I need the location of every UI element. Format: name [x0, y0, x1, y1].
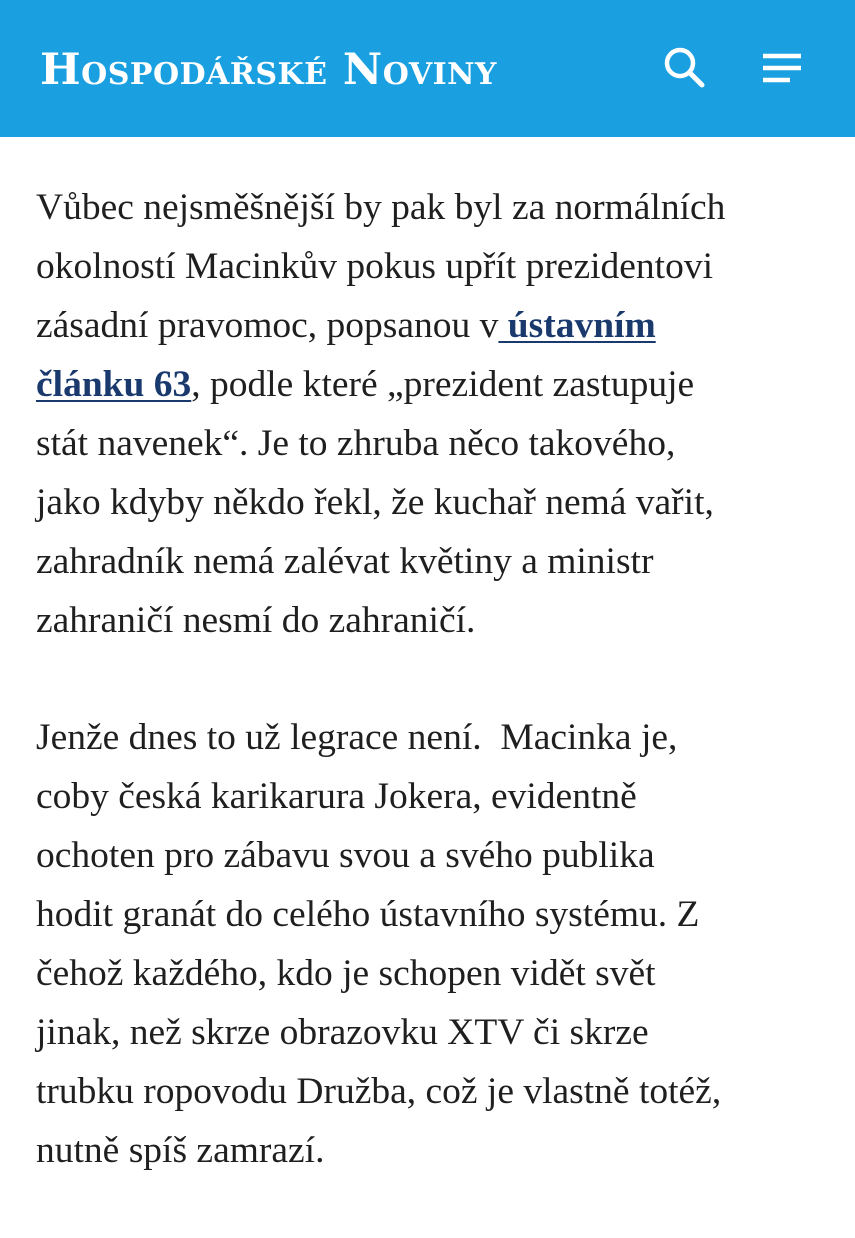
text-line: okolností Macinkův pokus upřít prezidentovi [36, 246, 713, 287]
text-line: coby česká karikarura Jokera, evidentně [36, 776, 637, 817]
text-line: stát navenek“. Je to zhruba něco takového, [36, 423, 676, 464]
text-line: nutně spíš zamrazí. [36, 1130, 325, 1171]
article-paragraph [36, 708, 836, 1180]
article-paragraph [36, 178, 836, 650]
text-line: , podle které „prezident zastupuje [191, 364, 695, 405]
text-line: Jenže dnes to už legrace není. Macinka je, [36, 717, 678, 758]
link-text: ústavním [498, 305, 656, 346]
site-logo[interactable]: Hospodářské Noviny [40, 45, 497, 95]
text-line: trubku ropovodu Družba, což je vlastně totéž, [36, 1071, 722, 1112]
text-line: Vůbec nejsměšnější by pak byl za normálních [36, 187, 726, 228]
menu-button[interactable] [758, 46, 808, 92]
text-line: ochoten pro zábavu svou a svého publika [36, 835, 655, 876]
text-line: zahradník nemá zalévat květiny a ministr [36, 541, 654, 582]
text-line: zahraničí nesmí do zahraničí. [36, 600, 476, 641]
text-line: hodit granát do celého ústavního systému. Z [36, 894, 700, 935]
site-header [0, 0, 855, 137]
text-line: zásadní pravomoc, popsanou v [36, 305, 499, 346]
hamburger-menu-icon [758, 46, 808, 92]
text-line: jinak, než skrze obrazovku XTV či skrze [36, 1012, 649, 1053]
text-line: jako kdyby někdo řekl, že kuchař nemá vařit, [36, 482, 714, 523]
article-body [36, 178, 836, 1238]
search-button[interactable] [660, 44, 712, 94]
search-icon [660, 44, 712, 94]
text-line: čehož každého, kdo je schopen vidět svět [36, 953, 656, 994]
link-text: článku 63 [36, 364, 192, 405]
